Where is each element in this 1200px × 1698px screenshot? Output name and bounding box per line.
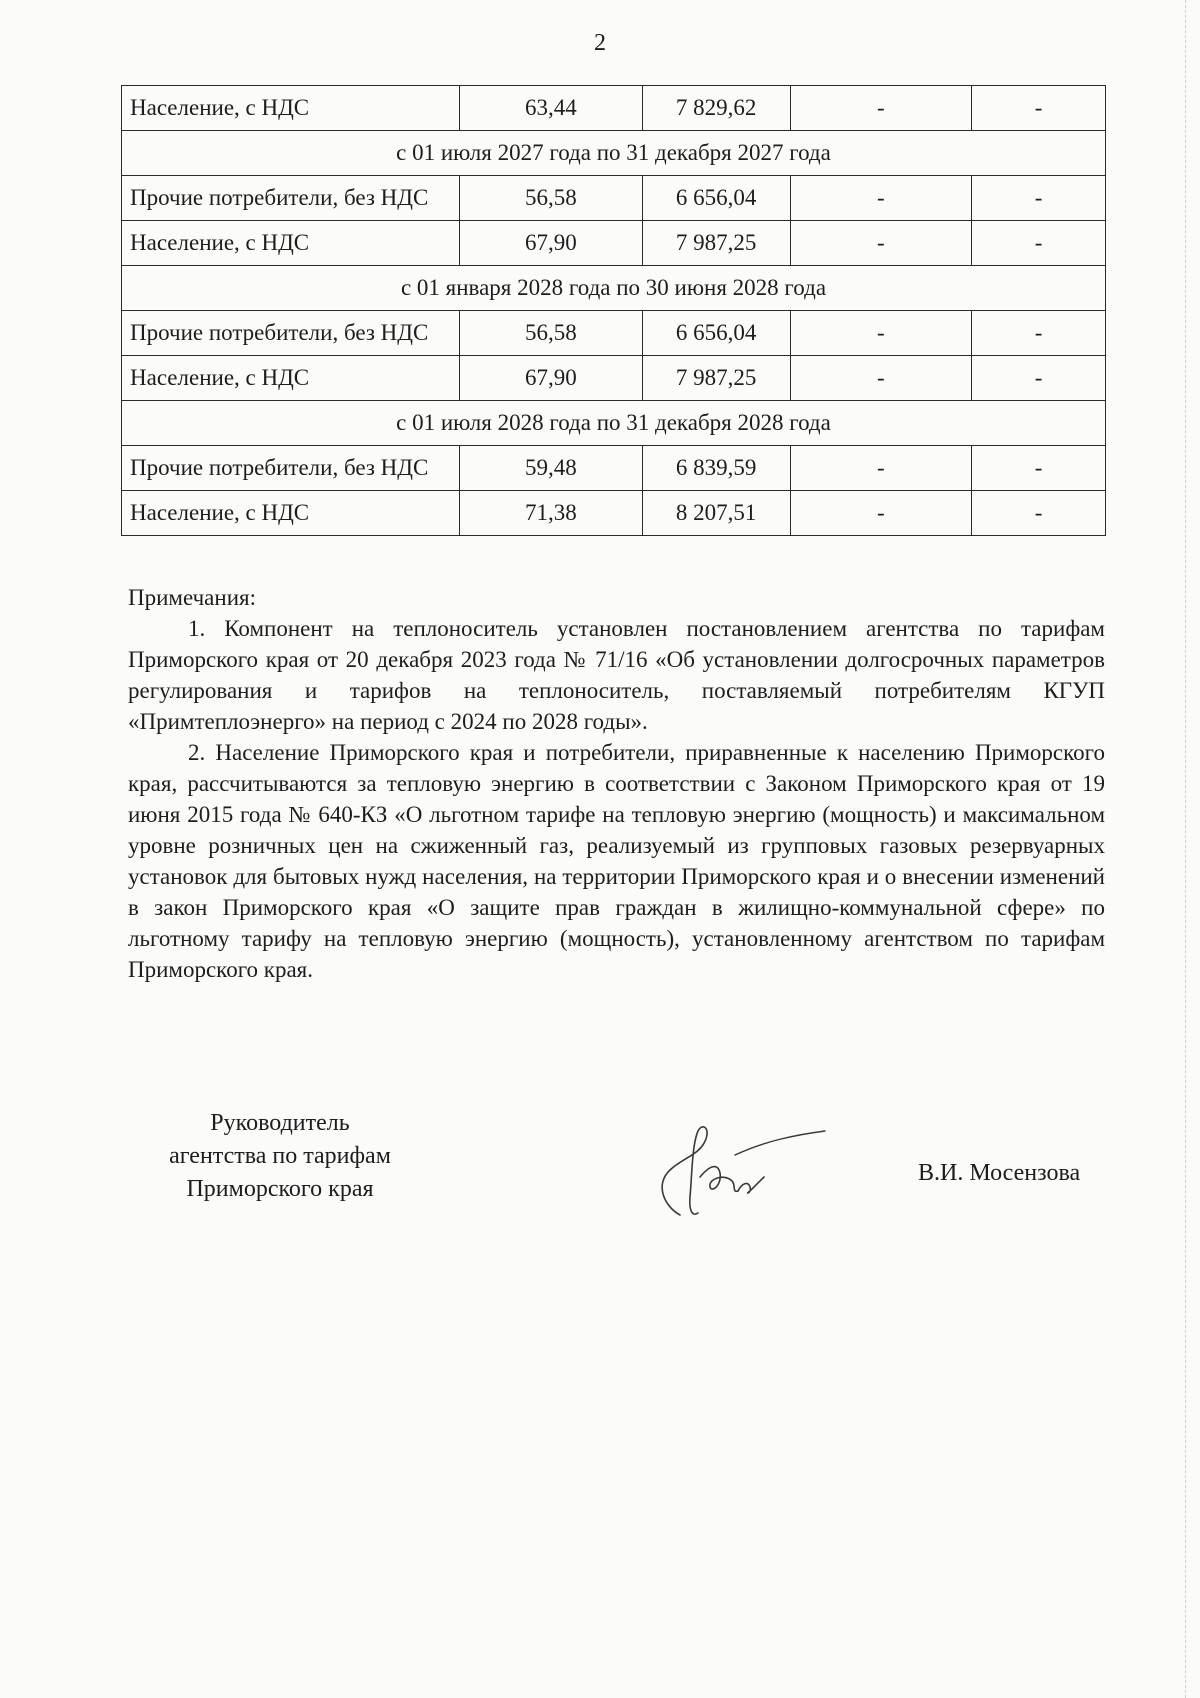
table-row [122, 491, 1106, 536]
value-cell: 59,48 [459, 446, 642, 491]
value-cell: 6 656,04 [642, 176, 790, 221]
notes-section [128, 582, 1105, 985]
value-cell: 67,90 [459, 356, 642, 401]
table-row [122, 86, 1106, 131]
table-row [122, 356, 1106, 401]
value-cell: - [972, 86, 1106, 131]
value-cell: 56,58 [459, 176, 642, 221]
signer-name: В.И. Мосензова [918, 1160, 1081, 1186]
consumer-name: Прочие потребители, без НДС [122, 311, 460, 356]
period-label: с 01 июля 2027 года по 31 декабря 2027 года [122, 131, 1106, 176]
value-cell: 7 987,25 [642, 221, 790, 266]
value-cell: 63,44 [459, 86, 642, 131]
value-cell: - [790, 176, 972, 221]
note-item: 2. Население Приморского края и потребители, приравненные к населению Приморского края, рассчитываются за тепловую энергию в соответствии с Законом Приморского края от 19 июня 2015 года № 640-КЗ «О льготном тарифе на тепловую энергию (мощность) и максимальном уровне розничных цен на сжиженный газ, реализуемый из групповых газовых резервуарных установок для бытовых нужд населения, на территории Приморского края и о внесении изменений в закон Приморского края «О защите прав граждан в жилищно-коммунальной сфере» по льготному тарифу на тепловую энергию (мощность), установленному агентством по тарифам Приморского края. [128, 740, 1105, 982]
handwritten-signature [640, 1115, 840, 1220]
value-cell: 6 839,59 [642, 446, 790, 491]
period-label: с 01 января 2028 года по 30 июня 2028 года [122, 266, 1106, 311]
consumer-name: Население, с НДС [122, 491, 460, 536]
value-cell: - [790, 86, 972, 131]
value-cell: - [790, 311, 972, 356]
value-cell: - [972, 176, 1106, 221]
period-label: с 01 июля 2028 года по 31 декабря 2028 года [122, 401, 1106, 446]
consumer-name: Население, с НДС [122, 221, 460, 266]
value-cell: - [790, 221, 972, 266]
tariff-table [121, 85, 1106, 536]
table-row [122, 446, 1106, 491]
period-row [122, 401, 1106, 446]
period-row [122, 131, 1106, 176]
scan-edge-line [1184, 0, 1186, 1698]
value-cell: 8 207,51 [642, 491, 790, 536]
signer-title-line: Руководитель [210, 1110, 350, 1136]
period-row [122, 266, 1106, 311]
value-cell: 56,58 [459, 311, 642, 356]
value-cell: - [972, 221, 1106, 266]
table-row [122, 221, 1106, 266]
notes-title: Примечания: [128, 585, 256, 610]
value-cell: - [972, 491, 1106, 536]
value-cell: - [790, 356, 972, 401]
table-row [122, 311, 1106, 356]
signer-title-line: Приморского края [186, 1176, 374, 1202]
value-cell: - [972, 446, 1106, 491]
value-cell: - [790, 446, 972, 491]
value-cell: - [972, 311, 1106, 356]
value-cell: - [972, 356, 1106, 401]
signer-title [140, 1107, 420, 1206]
consumer-name: Население, с НДС [122, 86, 460, 131]
value-cell: 67,90 [459, 221, 642, 266]
note-item: 1. Компонент на теплоноситель установлен постановлением агентства по тарифам Приморского края от 20 декабря 2023 года № 71/16 «Об установлении долгосрочных параметров регулирования и тарифов на теплоноситель, поставляемый потребителям КГУП «Примтеплоэнерго» на период с 2024 по 2028 годы». [128, 616, 1105, 734]
consumer-name: Население, с НДС [122, 356, 460, 401]
value-cell: 7 987,25 [642, 356, 790, 401]
signer-title-line: агентства по тарифам [169, 1143, 391, 1169]
consumer-name: Прочие потребители, без НДС [122, 176, 460, 221]
value-cell: 71,38 [459, 491, 642, 536]
value-cell: - [790, 491, 972, 536]
consumer-name: Прочие потребители, без НДС [122, 446, 460, 491]
page-number: 2 [594, 30, 606, 56]
value-cell: 7 829,62 [642, 86, 790, 131]
table-row [122, 176, 1106, 221]
value-cell: 6 656,04 [642, 311, 790, 356]
